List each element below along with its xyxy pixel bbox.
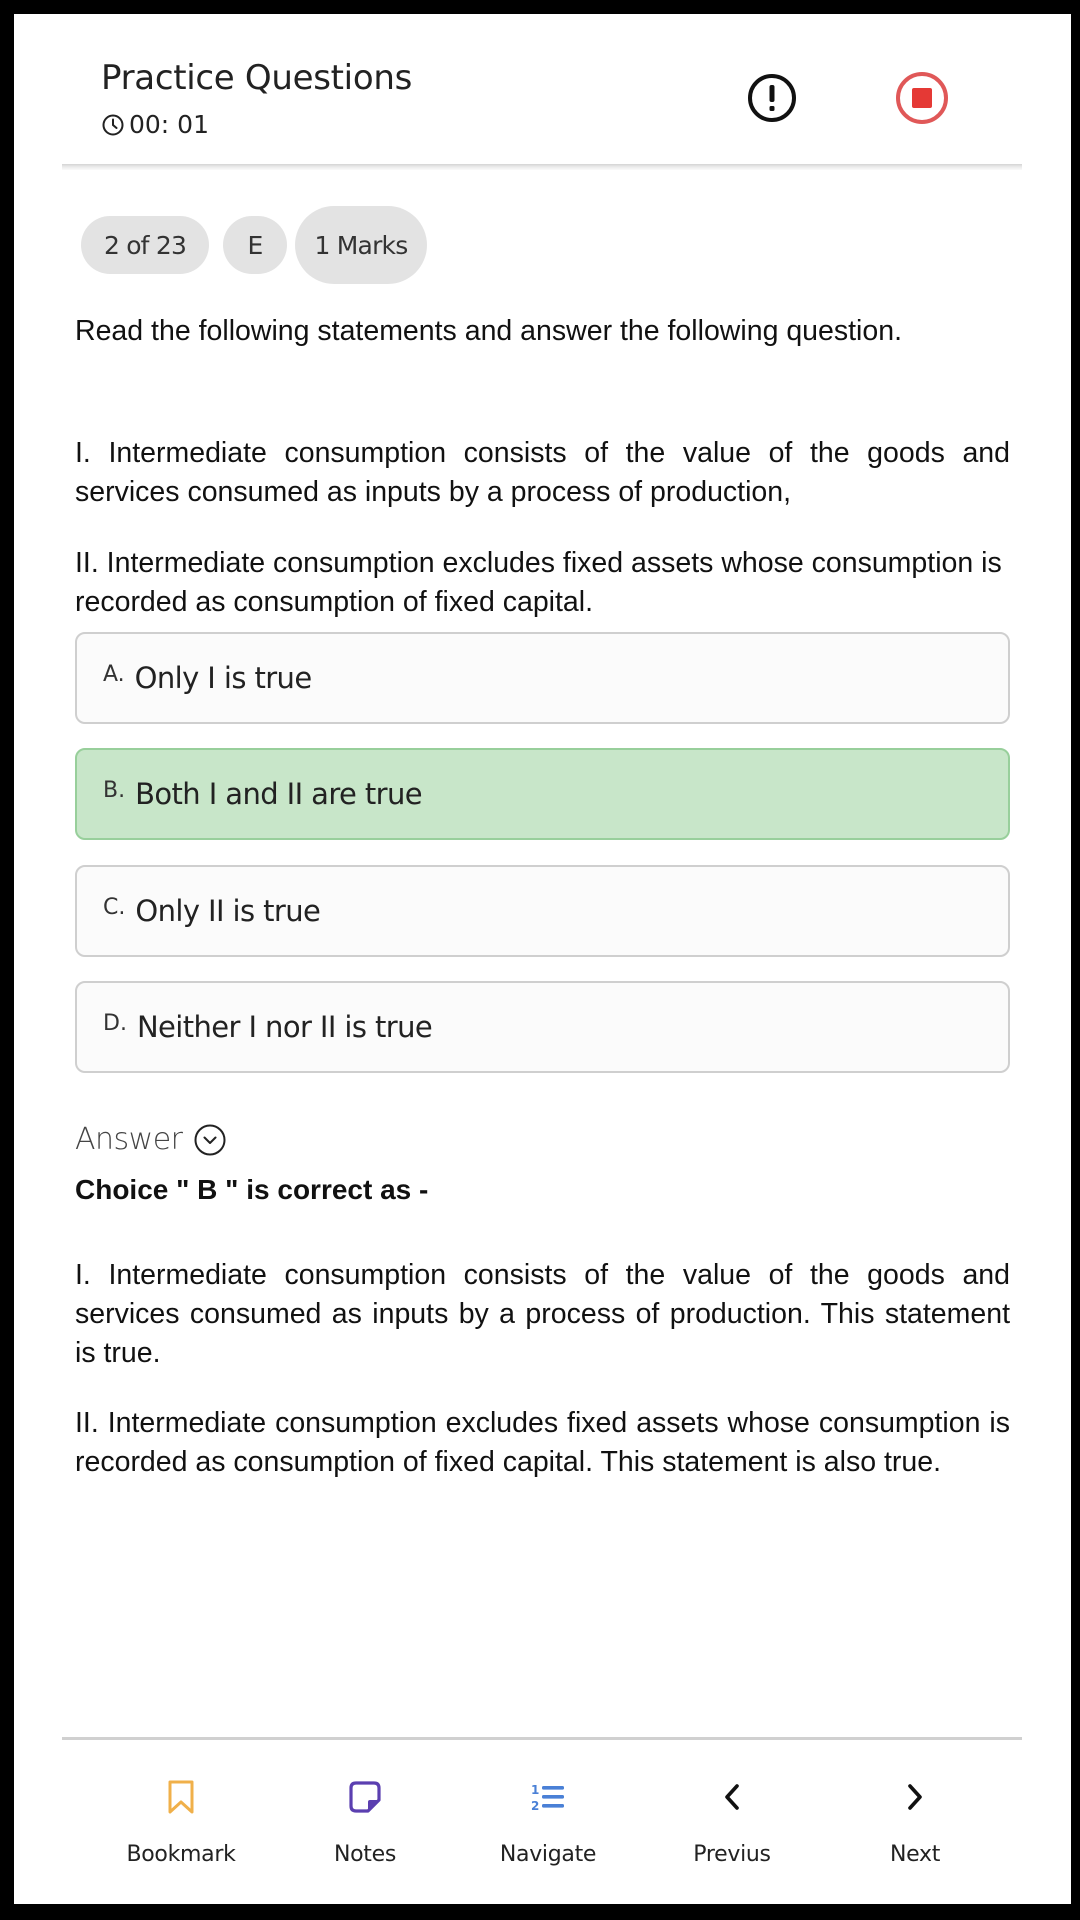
- chevron-left-icon: [722, 1782, 742, 1812]
- bookmark-icon: [166, 1779, 196, 1815]
- stop-button[interactable]: [894, 70, 950, 126]
- svg-text:2: 2: [531, 1799, 540, 1813]
- note-icon: [348, 1780, 382, 1814]
- report-button[interactable]: [744, 70, 800, 126]
- question-statement-1: I. Intermediate consumption consists of the value of the goods and services consumed as inputs by a process of production,: [75, 437, 1010, 508]
- page-title: Practice Questions: [101, 58, 412, 98]
- info-icon: [746, 72, 798, 124]
- timer: [101, 110, 209, 139]
- bottom-divider: [62, 1737, 1022, 1740]
- bottom-nav: [14, 1774, 1071, 1884]
- option-text: Neither I nor II is true: [136, 1010, 433, 1044]
- answer-label: Answer: [75, 1122, 183, 1157]
- clock-icon: [101, 113, 125, 137]
- option-letter: A.: [103, 661, 125, 687]
- answer-heading: Choice " B " is correct as -: [75, 1174, 429, 1205]
- chevron-right-icon: [905, 1782, 925, 1812]
- next-button[interactable]: [840, 1774, 990, 1867]
- header-divider: [62, 164, 1022, 170]
- option-d[interactable]: [75, 981, 1010, 1073]
- bookmark-button[interactable]: [106, 1774, 256, 1867]
- nav-label: Previus: [693, 1842, 771, 1867]
- practice-screen: [14, 14, 1071, 1904]
- explanation-1: I. Intermediate consumption consists of the value of the goods and services consumed as inputs by a process of production. This statement is true.: [75, 1259, 1010, 1369]
- question-statement-2: II. Intermediate consumption excludes fixed assets whose consumption is recorded as consumption of fixed capital.: [75, 547, 1002, 618]
- option-text: Only I is true: [134, 661, 312, 695]
- stop-icon: [894, 70, 950, 126]
- question-intro: Read the following statements and answer the following question.: [75, 315, 903, 347]
- previous-button[interactable]: [657, 1774, 807, 1867]
- chevron-down-circle-icon: [193, 1123, 227, 1157]
- difficulty-badge: E: [223, 216, 287, 274]
- question-position-badge: 2 of 23: [81, 216, 209, 274]
- option-letter: C.: [103, 894, 126, 920]
- option-letter: D.: [103, 1010, 127, 1036]
- option-letter: B.: [103, 777, 126, 803]
- option-text: Both I and II are true: [135, 777, 423, 811]
- explanation-2: II. Intermediate consumption excludes fixed assets whose consumption is recorded as consumption of fixed capital. This statement is also true.: [75, 1407, 1010, 1478]
- nav-label: Notes: [333, 1842, 397, 1867]
- option-b[interactable]: [75, 748, 1010, 840]
- option-c[interactable]: [75, 865, 1010, 957]
- nav-label: Bookmark: [126, 1842, 236, 1867]
- nav-label: Next: [889, 1842, 941, 1867]
- svg-text:1: 1: [531, 1783, 540, 1797]
- option-text: Only II is true: [135, 894, 321, 928]
- option-a[interactable]: [75, 632, 1010, 724]
- notes-button[interactable]: [290, 1774, 440, 1867]
- nav-label: Navigate: [499, 1842, 597, 1867]
- marks-badge: 1 Marks: [295, 206, 427, 284]
- numbered-list-icon: [530, 1781, 566, 1813]
- header: [14, 14, 1071, 164]
- answer-toggle[interactable]: [75, 1122, 227, 1157]
- navigate-button[interactable]: [473, 1774, 623, 1867]
- question-meta: [81, 206, 427, 284]
- timer-value: 00: 01: [129, 110, 209, 139]
